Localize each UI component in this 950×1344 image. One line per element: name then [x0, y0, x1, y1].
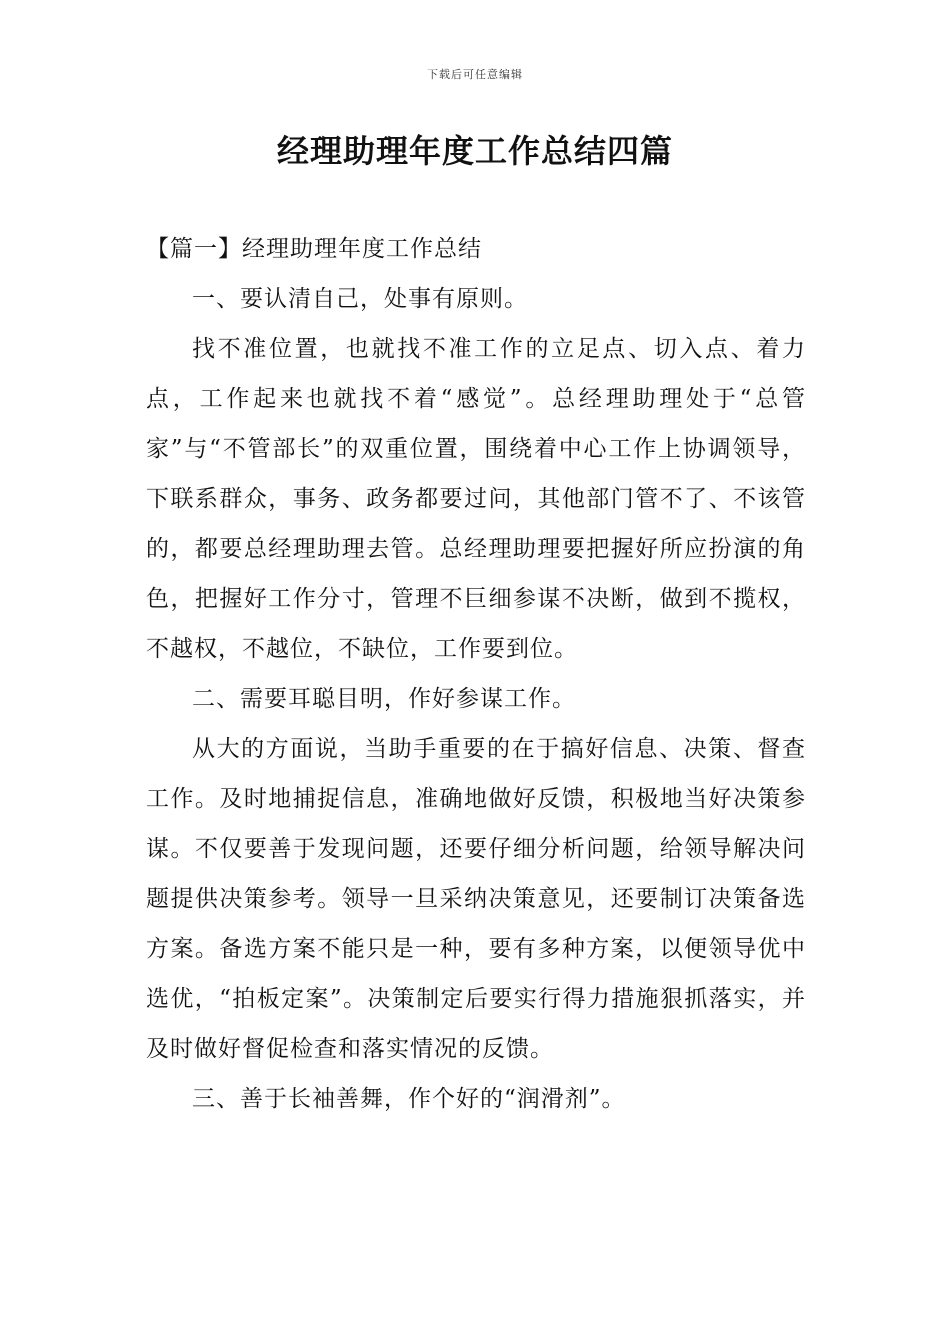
body-paragraph: 找不准位置，也就找不准工作的立足点、切入点、着力点，工作起来也就找不着“感觉”。总经理助理处于“总管家”与“不管部长”的双重位置，围绕着中心工作上协调领导，下联系群众，事务、政务都要过问，其他部门管不了、不该管的，都要总经理助理去管。总经理助理要把握好所应扮演的角色，把握好工作分寸，管理不巨细参谋不决断，做到不揽权，不越权，不越位，不缺位，工作要到位。	[146, 336, 806, 662]
point-heading: 二、需要耳聪目明，作好参谋工作。	[192, 686, 576, 712]
body-paragraph: 从大的方面说，当助手重要的在于搞好信息、决策、督查工作。及时地捕捉信息，准确地做好反馈，积极地当好决策参谋。不仅要善于发现问题，还要仔细分析问题，给领导解决问题提供决策参考。领导一旦采纳决策意见，还要制订决策备选方案。备选方案不能只是一种，要有多种方案，以便领导优中选优，“拍板定案”。决策制定后要实行得力措施狠抓落实，并及时做好督促检查和落实情况的反馈。	[146, 736, 806, 1062]
document-body	[146, 224, 806, 1124]
section-heading: 【篇一】经理助理年度工作总结	[146, 236, 482, 262]
document-title: 经理助理年度工作总结四篇	[276, 132, 673, 170]
point-heading: 一、要认清自己，处事有原则。	[192, 286, 528, 312]
point-heading: 三、善于长袖善舞，作个好的“润滑剂”。	[192, 1086, 626, 1112]
header-note: 下载后可任意编辑	[427, 68, 523, 81]
